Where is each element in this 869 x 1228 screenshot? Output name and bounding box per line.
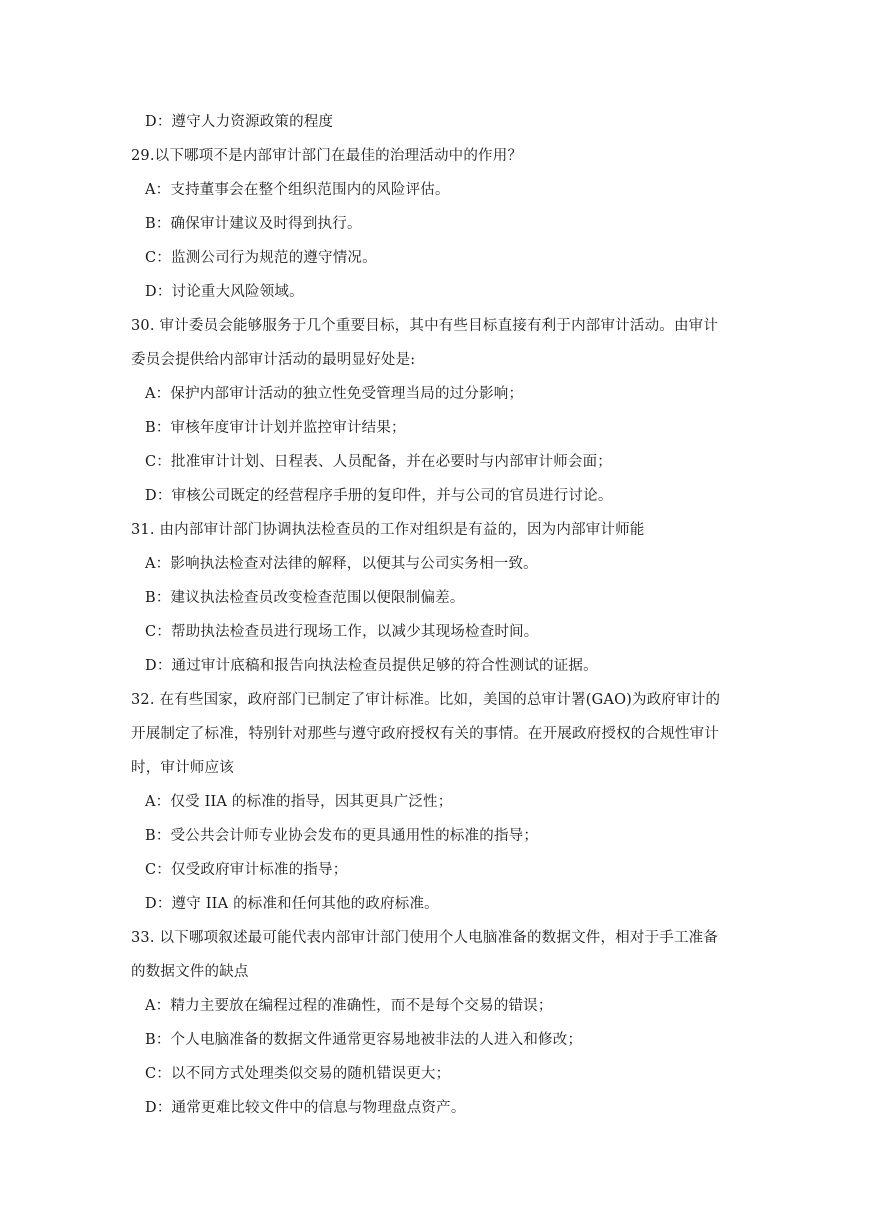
option-line: B：审核年度审计计划并监控审计结果； (145, 420, 406, 436)
question-line: 30. 审计委员会能够服务于几个重要目标，其中有些目标直接有利于内部审计活动。由审计 (131, 318, 719, 334)
question-line: 33. 以下哪项叙述最可能代表内部审计部门使用个人电脑准备的数据文件，相对于手工准备 (131, 930, 719, 946)
option-line: B：受公共会计师专业协会发布的更具通用性的标准的指导； (145, 828, 539, 844)
question-line: 29.以下哪项不是内部审计部门在最佳的治理活动中的作用？ (131, 148, 523, 164)
option-line: C：监测公司行为规范的遵守情况。 (145, 250, 377, 266)
option-line: C：帮助执法检查员进行现场工作，以减少其现场检查时间。 (145, 624, 539, 640)
option-line: D：审核公司既定的经营程序手册的复印件，并与公司的官员进行讨论。 (145, 488, 613, 504)
option-line: D：讨论重大风险领域。 (145, 284, 304, 300)
option-line: B：确保审计建议及时得到执行。 (145, 216, 362, 232)
option-line: D：通常更难比较文件中的信息与物理盘点资产。 (145, 1100, 466, 1116)
option-line: D：遵守人力资源政策的程度 (145, 114, 334, 130)
option-line: D：遵守 IIA 的标准和任何其他的政府标准。 (145, 896, 439, 912)
option-line: C：批准审计计划、日程表、人员配备，并在必要时与内部审计师会面； (145, 454, 612, 470)
question-line: 开展制定了标准，特别针对那些与遵守政府授权有关的事情。在开展政府授权的合规性审计 (131, 726, 719, 742)
option-line: A：精力主要放在编程过程的准确性，而不是每个交易的错误； (145, 998, 553, 1014)
option-line: A：影响执法检查对法律的解释，以便其与公司实务相一致。 (145, 556, 538, 572)
question-line: 32. 在有些国家，政府部门已制定了审计标准。比如，美国的总审计署(GAO)为政府审计的 (131, 692, 721, 708)
option-line: B：建议执法检查员改变检查范围以便限制偏差。 (145, 590, 465, 606)
option-line: A：仅受 IIA 的标准的指导，因其更具广泛性； (145, 794, 453, 810)
question-line: 31. 由内部审计部门协调执法检查员的工作对组织是有益的，因为内部审计师能 (131, 522, 645, 538)
question-line: 的数据文件的缺点 (131, 964, 249, 980)
question-line: 时，审计师应该 (131, 760, 234, 776)
option-line: B：个人电脑准备的数据文件通常更容易地被非法的人进入和修改； (145, 1032, 583, 1048)
option-line: C：仅受政府审计标准的指导； (145, 862, 348, 878)
option-line: D：通过审计底稿和报告向执法检查员提供足够的符合性测试的证据。 (145, 658, 598, 674)
question-line: 委员会提供给内部审计活动的最明显好处是: (131, 352, 416, 368)
option-line: C：以不同方式处理类似交易的随机错误更大； (145, 1066, 451, 1082)
option-line: A：支持董事会在整个组织范围内的风险评估。 (145, 182, 450, 198)
option-line: A：保护内部审计活动的独立性免受管理当局的过分影响； (145, 386, 524, 402)
